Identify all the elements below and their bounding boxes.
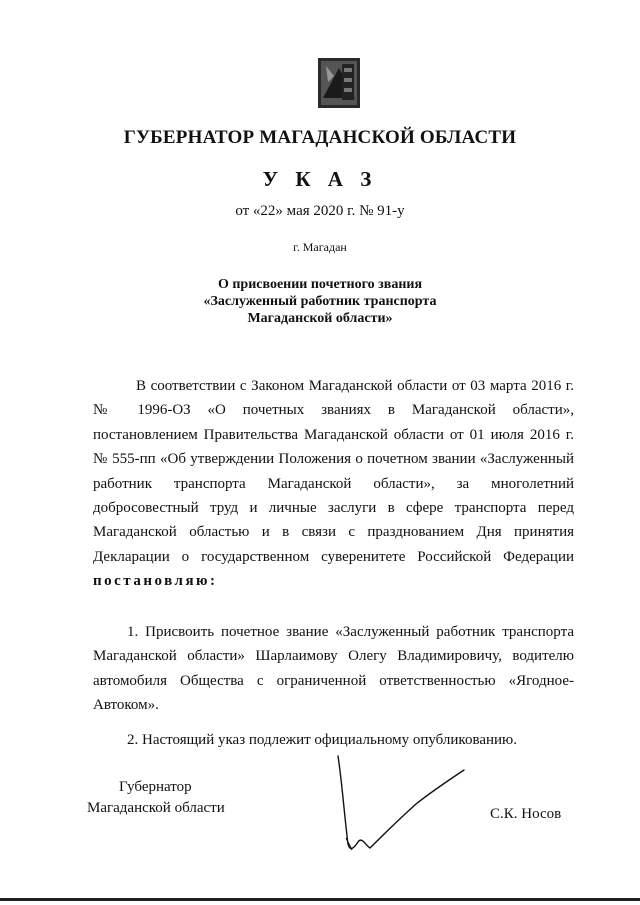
document-date-number: от «22» мая 2020 г. № 91-у <box>235 203 405 219</box>
signatory-position-line-1: Губернатор <box>119 779 192 795</box>
clause-1-paragraph: 1. Присвоить почетное звание «Заслуженный работник транспорта Магаданской области» Шарлаимову Олегу Владимировичу, водителю автомобиля Общества с ограниченной ответственностью «Ягодное-Автоком». <box>93 624 574 714</box>
page-bottom-edge <box>0 898 640 901</box>
preamble-text: В соответствии с Законом Магаданской области от 03 марта 2016 г. № 1996-ОЗ «О почетных званиях в Магаданской области», постановлением Правительства Магаданской области от 01 июля 2016 г. № 555-пп «Об утверждении Положения о почетном звании «Заслуженный работник транспорта Магаданской области», за многолетний добросовестный труд и личные заслуги в сфере транспорта перед Магаданской областью и в связи с празднованием Дня принятия Декларации о государственном суверенитете Российской Федерации <box>93 378 574 565</box>
handwritten-signature <box>336 752 466 862</box>
document-subject <box>0 276 640 327</box>
signatory-name: С.К. Носов <box>490 806 562 822</box>
signatory-position-line-2: Магаданской области <box>87 800 225 816</box>
subject-line-2: «Заслуженный работник транспорта <box>203 294 437 309</box>
subject-line-3: Магаданской области» <box>247 311 393 326</box>
subject-line-1: О присвоении почетного звания <box>217 277 423 292</box>
coat-of-arms-emblem <box>318 58 360 108</box>
document-city: г. Магадан <box>293 240 347 254</box>
preamble-paragraph <box>93 374 574 594</box>
decree-word: постановляю: <box>93 573 218 590</box>
document-type: У К А З <box>262 167 378 191</box>
issuer-title: ГУБЕРНАТОР МАГАДАНСКОЙ ОБЛАСТИ <box>123 127 517 148</box>
clause-2-paragraph: 2. Настоящий указ подлежит официальному опубликованию. <box>127 732 518 748</box>
signatory-position <box>87 777 225 819</box>
